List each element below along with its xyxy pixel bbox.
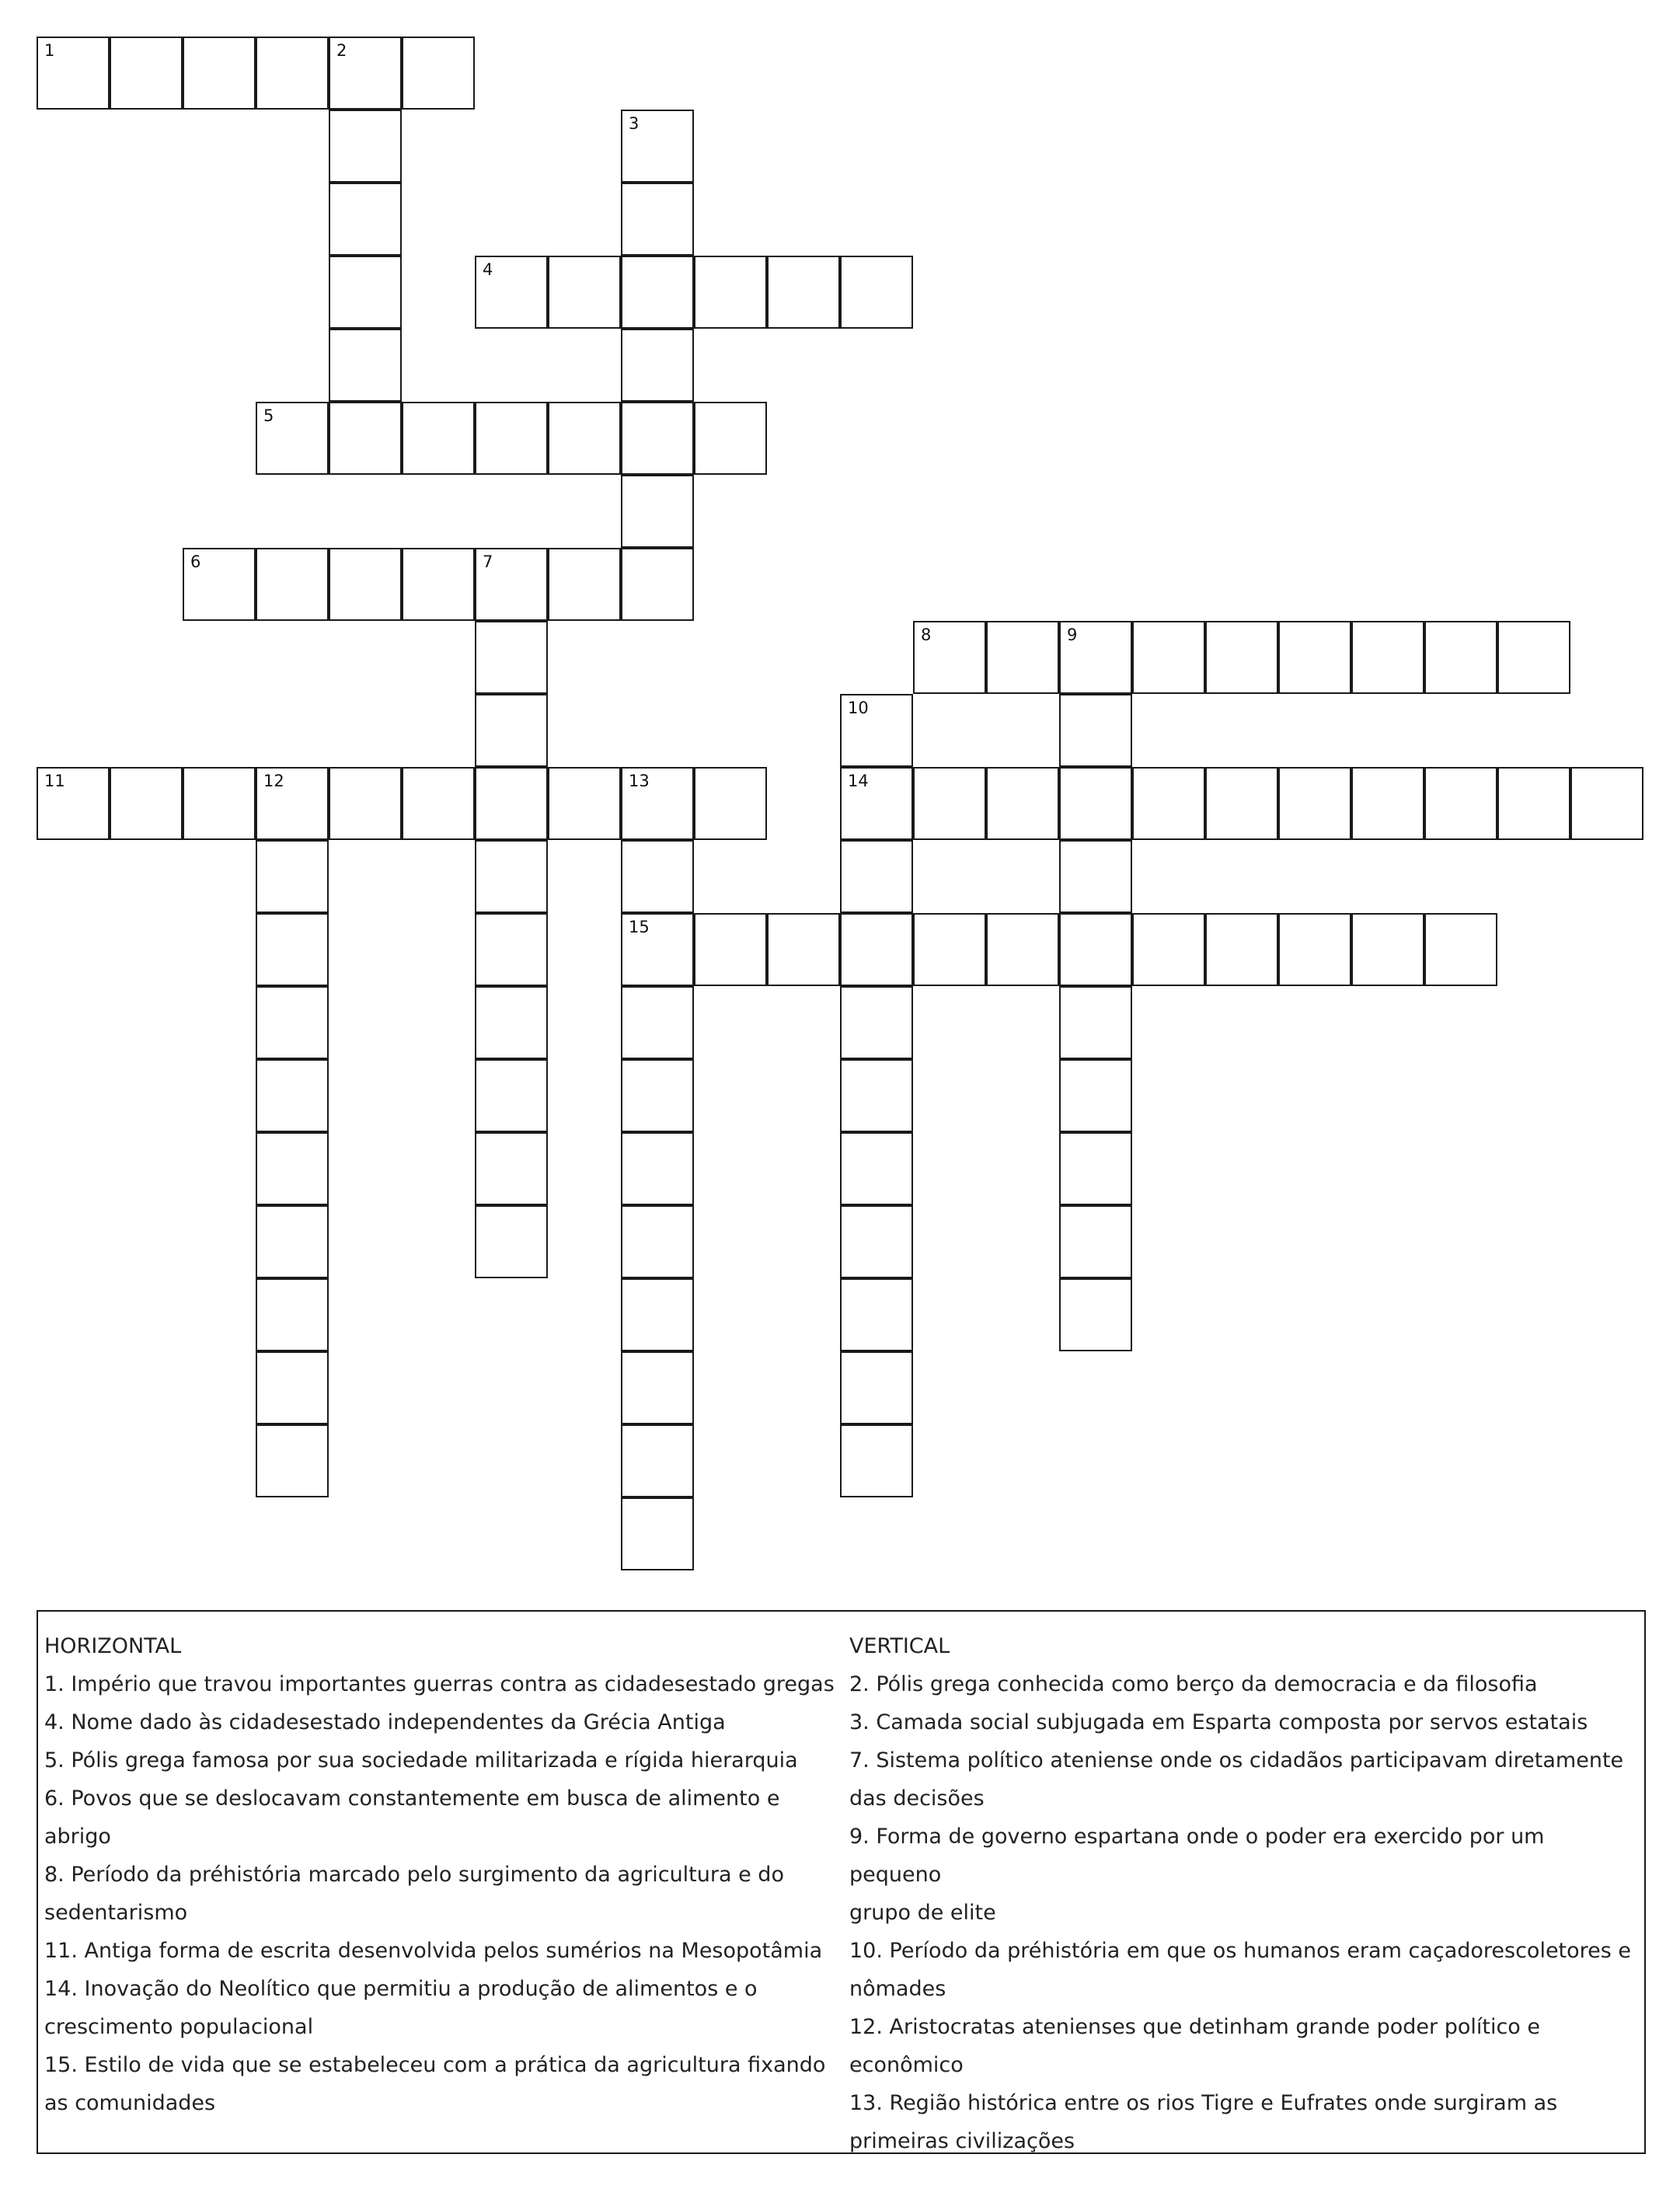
clue-number: 6 [190, 552, 201, 571]
crossword-cell[interactable] [621, 1059, 694, 1132]
crossword-cell[interactable] [1205, 913, 1278, 986]
crossword-cell[interactable] [1059, 1059, 1132, 1132]
crossword-cell[interactable] [1059, 1132, 1132, 1205]
crossword-cell[interactable] [840, 1424, 913, 1497]
crossword-cell[interactable] [329, 256, 402, 329]
crossword-cell[interactable] [475, 621, 548, 694]
crossword-cell[interactable] [913, 621, 986, 694]
clue-line: 6. Povos que se deslocavam constantemente em busca de alimento e abrigo [44, 1786, 780, 1849]
crossword-cell[interactable] [256, 913, 329, 986]
crossword-cell[interactable] [402, 402, 475, 475]
crossword-cell[interactable] [256, 1059, 329, 1132]
crossword-cell[interactable] [475, 913, 548, 986]
crossword-cell[interactable] [475, 548, 548, 621]
vertical-clues [849, 1627, 1634, 2160]
crossword-cell[interactable] [840, 1278, 913, 1351]
clue-line: 14. Inovação do Neolítico que permitiu a produção de alimentos e o [44, 1977, 758, 2001]
crossword-cell[interactable] [110, 37, 183, 110]
clue-line: 2. Pólis grega conhecida como berço da democracia e da filosofia [849, 1672, 1538, 1696]
crossword-cell[interactable] [1570, 767, 1643, 840]
crossword-cell[interactable] [548, 256, 621, 329]
crossword-cell[interactable] [1278, 767, 1351, 840]
crossword-cell[interactable] [840, 1059, 913, 1132]
crossword-cell[interactable] [475, 256, 548, 329]
clue-line: 13. Região histórica entre os rios Tigre e Eufrates onde surgiram as [849, 2091, 1558, 2115]
crossword-cell[interactable] [475, 1132, 548, 1205]
crossword-cell[interactable] [256, 840, 329, 913]
crossword-cell[interactable] [475, 767, 548, 840]
crossword-cell[interactable] [1059, 1205, 1132, 1278]
clue-line: 3. Camada social subjugada em Esparta composta por servos estatais [849, 1710, 1588, 1734]
crossword-cell[interactable] [183, 767, 256, 840]
clue-number: 2 [336, 41, 347, 60]
crossword-cell[interactable] [621, 329, 694, 402]
crossword-cell[interactable] [256, 1132, 329, 1205]
crossword-cell[interactable] [621, 183, 694, 256]
clue-line: 7. Sistema político ateniense onde os cidadãos participavam diretamente [849, 1748, 1624, 1772]
clue-number: 3 [629, 114, 640, 133]
crossword-cell[interactable] [110, 767, 183, 840]
crossword-cell[interactable] [1424, 913, 1497, 986]
crossword-cell[interactable] [1351, 621, 1424, 694]
crossword-cell[interactable] [329, 37, 402, 110]
crossword-cell[interactable] [621, 767, 694, 840]
clue-line: nômades [849, 1977, 946, 2001]
crossword-cell[interactable] [694, 767, 767, 840]
clue-line: 12. Aristocratas atenienses que detinham grande poder político e [849, 2015, 1541, 2039]
crossword-cell[interactable] [329, 110, 402, 183]
clue-number: 8 [921, 626, 932, 644]
crossword-cell[interactable] [548, 402, 621, 475]
crossword-cell[interactable] [986, 913, 1059, 986]
clue-line: 9. Forma de governo espartana onde o poder era exercido por um pequeno [849, 1825, 1545, 1887]
crossword-cell[interactable] [256, 1424, 329, 1497]
clue-line: 8. Período da préhistória marcado pelo surgimento da agricultura e do [44, 1863, 784, 1887]
crossword-cell[interactable] [1059, 694, 1132, 767]
horizontal-clues [44, 1627, 837, 2122]
crossword-cell[interactable] [1132, 913, 1205, 986]
crossword-cell[interactable] [183, 548, 256, 621]
crossword-cell[interactable] [475, 1205, 548, 1278]
crossword-cell[interactable] [402, 37, 475, 110]
clue-line: 1. Império que travou importantes guerras contra as cidadesestado gregas [44, 1672, 835, 1696]
crossword-cell[interactable] [621, 1424, 694, 1497]
crossword-cell[interactable] [1059, 986, 1132, 1059]
crossword-cell[interactable] [37, 767, 110, 840]
crossword-cell[interactable] [913, 767, 986, 840]
crossword-cell[interactable] [256, 986, 329, 1059]
clue-line: 10. Período da préhistória em que os humanos eram caçadorescoletores e [849, 1939, 1632, 1963]
crossword-cell[interactable] [402, 767, 475, 840]
crossword-cell[interactable] [37, 37, 110, 110]
clue-line: 11. Antiga forma de escrita desenvolvida pelos sumérios na Mesopotâmia [44, 1939, 823, 1963]
crossword-cell[interactable] [621, 402, 694, 475]
clue-number: 4 [483, 260, 493, 279]
crossword-cell[interactable] [256, 1278, 329, 1351]
clue-line: 5. Pólis grega famosa por sua sociedade militarizada e rígida hierarquia [44, 1748, 798, 1772]
crossword-cell[interactable] [840, 840, 913, 913]
crossword-cell[interactable] [475, 840, 548, 913]
crossword-cell[interactable] [840, 694, 913, 767]
crossword-cell[interactable] [329, 767, 402, 840]
crossword-cell[interactable] [840, 913, 913, 986]
crossword-cell[interactable] [548, 767, 621, 840]
clue-number: 14 [848, 772, 869, 790]
crossword-cell[interactable] [986, 767, 1059, 840]
crossword-cell[interactable] [475, 402, 548, 475]
clue-number: 5 [263, 406, 274, 425]
crossword-cell[interactable] [767, 256, 840, 329]
crossword-cell[interactable] [1497, 767, 1570, 840]
crossword-cell[interactable] [767, 913, 840, 986]
crossword-cell[interactable] [329, 329, 402, 402]
crossword-cell[interactable] [621, 840, 694, 913]
clue-number: 7 [483, 552, 493, 571]
clue-line: das decisões [849, 1786, 985, 1811]
crossword-cell[interactable] [1351, 913, 1424, 986]
clue-line: sedentarismo [44, 1901, 188, 1925]
clue-line: econômico [849, 2053, 964, 2077]
crossword-cell[interactable] [694, 256, 767, 329]
crossword-cell[interactable] [840, 256, 913, 329]
crossword-cell[interactable] [256, 1205, 329, 1278]
crossword-cell[interactable] [621, 256, 694, 329]
clue-line: grupo de elite [849, 1901, 996, 1925]
clue-line: 15. Estilo de vida que se estabeleceu com a prática da agricultura fixando [44, 2053, 826, 2077]
crossword-cell[interactable] [1132, 621, 1205, 694]
crossword-cell[interactable] [475, 694, 548, 767]
crossword-cell[interactable] [840, 986, 913, 1059]
crossword-cell[interactable] [1497, 621, 1570, 694]
crossword-cell[interactable] [475, 1059, 548, 1132]
crossword-cell[interactable] [1205, 767, 1278, 840]
crossword-cell[interactable] [256, 402, 329, 475]
crossword-cell[interactable] [1059, 913, 1132, 986]
crossword-cell[interactable] [621, 1132, 694, 1205]
crossword-cell[interactable] [256, 548, 329, 621]
crossword-cell[interactable] [402, 548, 475, 621]
crossword-cell[interactable] [621, 548, 694, 621]
crossword-cell[interactable] [1424, 621, 1497, 694]
clue-number: 9 [1067, 626, 1078, 644]
crossword-cell[interactable] [256, 37, 329, 110]
crossword-cell[interactable] [621, 1497, 694, 1570]
crossword-cell[interactable] [986, 621, 1059, 694]
clue-line: primeiras civilizações [849, 2129, 1075, 2153]
vertical-heading: VERTICAL [849, 1634, 950, 1658]
crossword-cell[interactable] [183, 37, 256, 110]
horizontal-heading: HORIZONTAL [44, 1634, 182, 1658]
clue-line: as comunidades [44, 2091, 216, 2115]
clue-number: 1 [44, 41, 55, 60]
crossword-cell[interactable] [1424, 767, 1497, 840]
crossword-cell[interactable] [1059, 1278, 1132, 1351]
crossword-cell[interactable] [256, 767, 329, 840]
clue-number: 12 [263, 772, 284, 790]
crossword-cell[interactable] [840, 767, 913, 840]
crossword-cell[interactable] [840, 1205, 913, 1278]
crossword-cell[interactable] [1278, 913, 1351, 986]
clue-number: 13 [629, 772, 650, 790]
crossword-cell[interactable] [1205, 621, 1278, 694]
clue-line: crescimento populacional [44, 2015, 314, 2039]
clue-line: 4. Nome dado às cidadesestado independentes da Grécia Antiga [44, 1710, 726, 1734]
crossword-cell[interactable] [475, 986, 548, 1059]
crossword-cell[interactable] [621, 913, 694, 986]
crossword-cell[interactable] [621, 475, 694, 548]
crossword-cell[interactable] [694, 913, 767, 986]
crossword-cell[interactable] [548, 548, 621, 621]
crossword-cell[interactable] [1278, 621, 1351, 694]
crossword-cell[interactable] [621, 1278, 694, 1351]
clue-number: 10 [848, 699, 869, 717]
crossword-cell[interactable] [694, 402, 767, 475]
crossword-cell[interactable] [621, 1351, 694, 1424]
crossword-cell[interactable] [913, 913, 986, 986]
crossword-cell[interactable] [329, 402, 402, 475]
crossword-cell[interactable] [1059, 621, 1132, 694]
crossword-cell[interactable] [1351, 767, 1424, 840]
crossword-cell[interactable] [621, 110, 694, 183]
clues-box [37, 1610, 1646, 2154]
crossword-cell[interactable] [1059, 767, 1132, 840]
crossword-cell[interactable] [329, 183, 402, 256]
crossword-cell[interactable] [840, 1132, 913, 1205]
crossword-cell[interactable] [621, 986, 694, 1059]
crossword-cell[interactable] [621, 1205, 694, 1278]
crossword-cell[interactable] [1059, 840, 1132, 913]
clue-number: 11 [44, 772, 65, 790]
crossword-cell[interactable] [1132, 767, 1205, 840]
crossword-cell[interactable] [840, 1351, 913, 1424]
clue-number: 15 [629, 918, 650, 936]
crossword-cell[interactable] [329, 548, 402, 621]
crossword-cell[interactable] [256, 1351, 329, 1424]
